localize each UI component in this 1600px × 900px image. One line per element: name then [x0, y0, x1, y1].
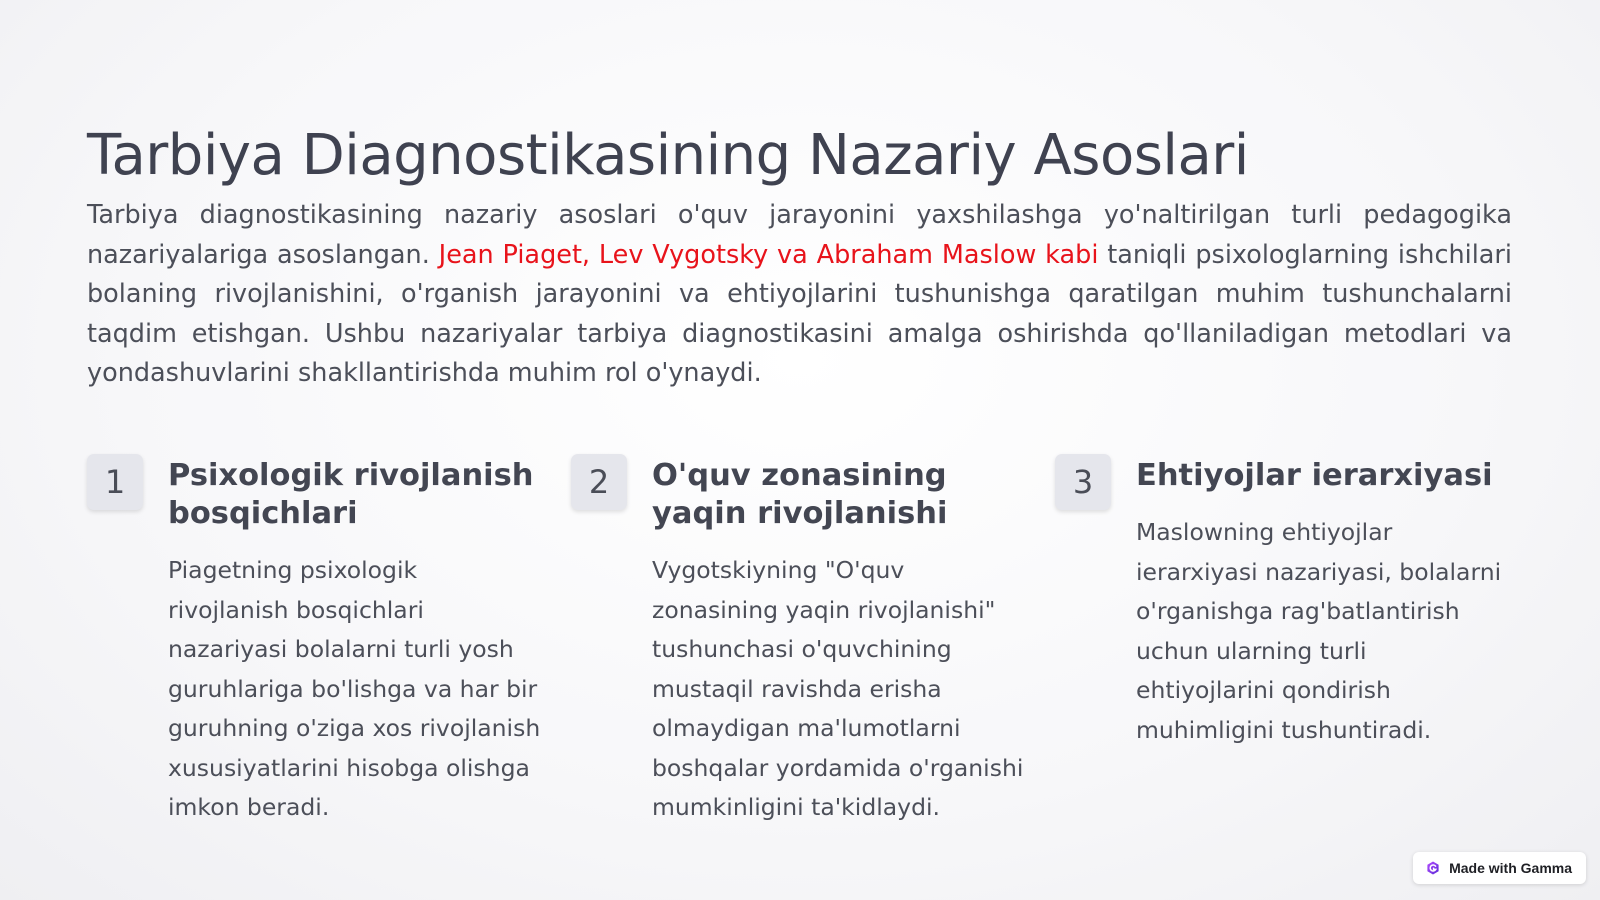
step-number-badge: 1: [87, 454, 143, 510]
column-body: [168, 454, 543, 828]
column-title: Ehtiyojlar ierarxiyasi: [1136, 458, 1493, 493]
page-title: Tarbiya Diagnostikasining Nazariy Asoslari: [87, 123, 1249, 188]
made-with-gamma-button[interactable]: [1413, 852, 1586, 884]
column-body: [652, 454, 1027, 828]
column-body: [1136, 454, 1511, 750]
column-title: O'quv zonasining yaqin rivojlanishi: [652, 458, 948, 531]
step-number-badge: 3: [1055, 454, 1111, 510]
column-text: Maslowning ehtiyojlar ierarxiyasi nazariyasi, bolalarni o'rganishga rag'batlantirish uchun ularning turli ehtiyojlarini qondirish muhimligini tushuntiradi.: [1136, 518, 1502, 744]
intro-text-end: taniqli psixologlarning ishchilari bolaning rivojlanishini, o'rganish jarayonini va ehtiyojlarini tushunishga qaratilgan muhim tushunchalarni taqdim etishgan. Ushbu nazariyalar tarbiya diagnostikasini amalga oshirishda qo'llaniladigan metodlari va yondashuvlarini shakllantirishda muhim rol o'ynaydi.: [87, 239, 1512, 389]
gamma-logo-icon: [1425, 860, 1441, 876]
step-number-badge: 2: [571, 454, 627, 510]
column-title: Psixologik rivojlanish bosqichlari: [168, 458, 534, 531]
column-text: Piagetning psixologik rivojlanish bosqichlari nazariyasi bolalarni turli yosh guruhlariga bo'lishga va har bir guruhning o'ziga xos rivojlanish xususiyatlarini hisobga olishga imkon beradi.: [168, 556, 541, 821]
slide-content: [87, 118, 1512, 821]
column-text: Vygotskiyning "O'quv zonasining yaqin rivojlanishi" tushunchasi o'quvchining mustaqil ravishda erisha olmaydigan ma'lumotlarni boshqalar yordamida o'rganishi mumkinligini ta'kidlaydi.: [652, 556, 1024, 821]
theory-columns: [87, 454, 1512, 821]
intro-paragraph: [87, 196, 1512, 394]
badge-label: Made with Gamma: [1449, 860, 1572, 876]
intro-highlight: Jean Piaget, Lev Vygotsky va Abraham Maslow kabi: [438, 239, 1099, 270]
intro-text-start: Tarbiya diagnostikasining nazariy asoslari o'quv jarayonini yaxshilashga yo'naltirilgan turli pedagogika nazariyalariga asoslangan.: [87, 200, 1512, 270]
